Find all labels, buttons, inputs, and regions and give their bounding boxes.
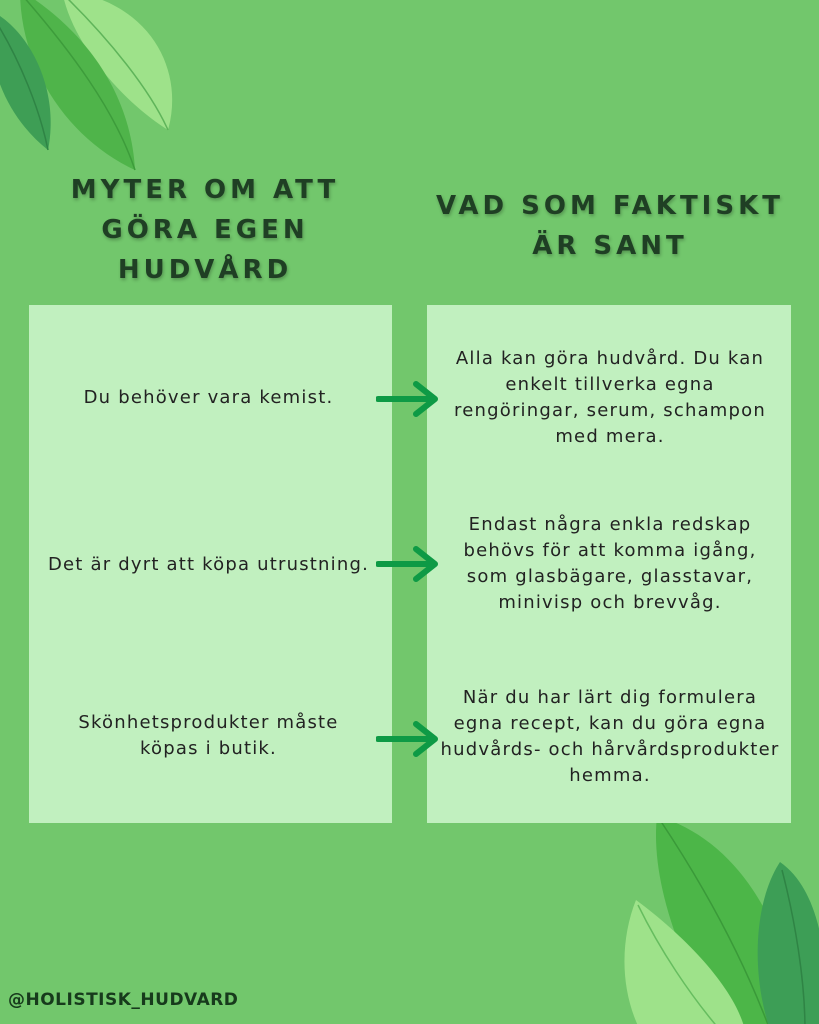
fact-text-2: Endast några enkla redskap behövs för att komma igång, som glasbägare, glasstavar, minivisp och brevvåg.	[463, 514, 757, 613]
leaf-icon	[0, 10, 51, 150]
leaf-icon	[20, 0, 135, 170]
myth-text-1: Du behöver vara kemist.	[83, 387, 334, 408]
leaf-icon	[624, 900, 745, 1024]
instagram-handle: @HOLISTISK_HUDVARD	[8, 990, 239, 1010]
leaf-icon	[62, 0, 172, 130]
arrow-right-icon	[376, 544, 442, 584]
myth-text-2: Det är dyrt att köpa utrustning.	[47, 554, 370, 575]
fact-text-3: När du har lärt dig formulera egna recept, kan du göra egna hudvårds- och hårvårdsprodukter hemma.	[440, 687, 780, 786]
fact-text-1: Alla kan göra hudvård. Du kan enkelt tillverka egna rengöringar, serum, schampon med mera.	[454, 348, 766, 447]
leaf-icon	[656, 816, 800, 1024]
truths-heading: VAD SOM FAKTISKT ÄR SANT	[436, 191, 784, 261]
myths-heading: MYTER OM ATT GÖRA EGEN HUDVÅRD	[70, 175, 340, 285]
arrow-right-icon	[376, 379, 442, 419]
leaf-icon	[758, 862, 819, 1024]
myth-text-3: Skönhetsprodukter måste köpas i butik.	[78, 712, 339, 759]
arrow-right-icon	[376, 719, 442, 759]
